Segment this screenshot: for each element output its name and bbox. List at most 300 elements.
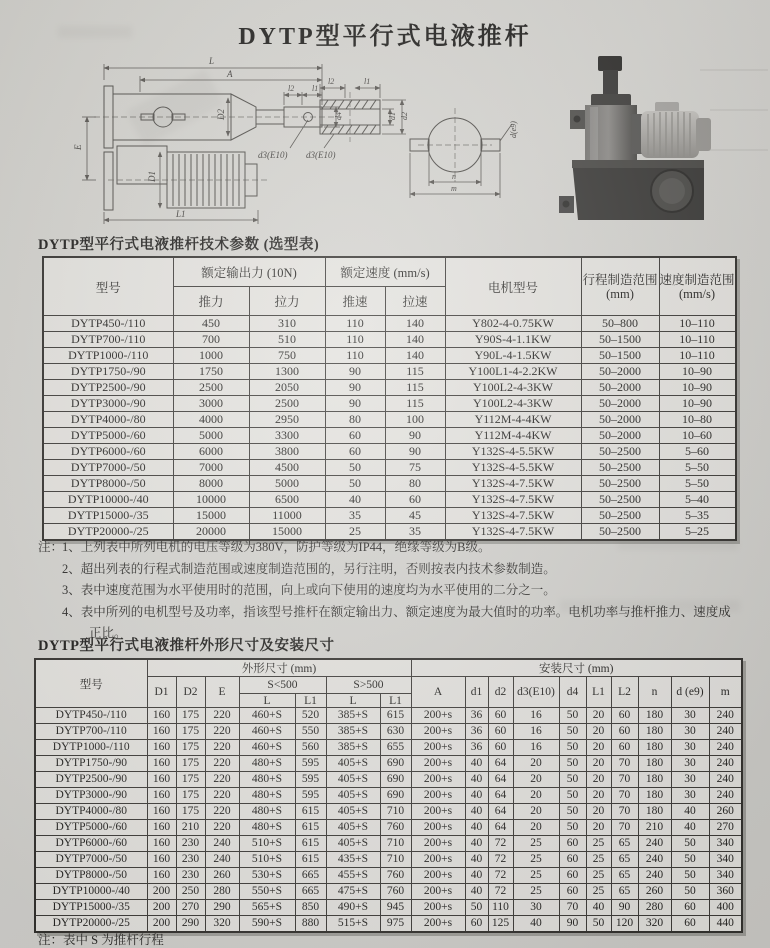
value-cell: 140 <box>385 316 445 332</box>
header-L1-lt: L1 <box>295 694 326 708</box>
value-cell: 50–2500 <box>581 460 659 476</box>
value-cell: 10–60 <box>659 428 736 444</box>
value-cell: 160 <box>147 724 176 740</box>
value-cell: 160 <box>147 868 176 884</box>
header-model: 型号 <box>43 257 173 316</box>
header-push-speed: 推速 <box>325 287 385 316</box>
value-cell: 385+S <box>326 708 380 724</box>
value-cell: 50 <box>559 740 586 756</box>
value-cell: 440 <box>709 916 742 933</box>
value-cell: 240 <box>638 836 671 852</box>
value-cell: 64 <box>488 756 513 772</box>
value-cell: 72 <box>488 836 513 852</box>
dim-label-d2: d2 <box>400 112 409 120</box>
value-cell: 90 <box>325 396 385 412</box>
technical-drawing <box>0 50 770 232</box>
value-cell: 2500 <box>173 380 249 396</box>
value-cell: 595 <box>295 756 326 772</box>
value-cell: 50–2500 <box>581 508 659 524</box>
dimensions-table-header <box>35 659 742 708</box>
value-cell: 180 <box>638 772 671 788</box>
value-cell: 20 <box>513 820 559 836</box>
header-pull-speed: 拉速 <box>385 287 445 316</box>
table-row <box>35 708 742 724</box>
value-cell: 515+S <box>326 916 380 933</box>
footnote: 注：表中 S 为推杆行程 <box>38 933 164 947</box>
header-rated-force: 额定输出力 (10N) <box>173 257 325 287</box>
value-cell: 240 <box>709 772 742 788</box>
value-cell: 40 <box>513 916 559 933</box>
value-cell: 5000 <box>173 428 249 444</box>
header-m: m <box>709 677 742 708</box>
model-cell: DYTP15000-/35 <box>35 900 147 916</box>
value-cell: 710 <box>380 852 411 868</box>
value-cell: 200+s <box>411 836 465 852</box>
table-row <box>35 788 742 804</box>
value-cell: 30 <box>671 708 709 724</box>
model-cell: DYTP700-/110 <box>35 724 147 740</box>
value-cell: 140 <box>385 348 445 364</box>
value-cell: 560 <box>295 740 326 756</box>
value-cell: 760 <box>380 820 411 836</box>
table-row <box>35 772 742 788</box>
value-cell: 450 <box>173 316 249 332</box>
value-cell: 760 <box>380 884 411 900</box>
header-install-group: 安装尺寸 (mm) <box>411 659 742 677</box>
dim-label-m: m <box>451 184 457 193</box>
model-cell: DYTP2500-/90 <box>35 772 147 788</box>
value-cell: 50 <box>325 476 385 492</box>
value-cell: 405+S <box>326 836 380 852</box>
value-cell: 700 <box>173 332 249 348</box>
value-cell: 65 <box>611 884 638 900</box>
value-cell: Y112M-4-4KW <box>445 428 581 444</box>
value-cell: 50 <box>559 772 586 788</box>
header-stroke-range <box>581 257 659 316</box>
value-cell: 25 <box>513 868 559 884</box>
value-cell: 100 <box>385 412 445 428</box>
model-cell: DYTP3000-/90 <box>43 396 173 412</box>
value-cell: 125 <box>488 916 513 933</box>
value-cell: Y132S-4-7.5KW <box>445 476 581 492</box>
header-d4: d4 <box>559 677 586 708</box>
value-cell: 6000 <box>173 444 249 460</box>
value-cell: 115 <box>385 364 445 380</box>
value-cell: 50–800 <box>581 316 659 332</box>
value-cell: 60 <box>488 724 513 740</box>
dim-label-l1-detail: l1 <box>364 77 371 86</box>
side-view-drawing <box>73 56 343 224</box>
value-cell: 5–50 <box>659 476 736 492</box>
value-cell: 550 <box>295 724 326 740</box>
header-push-force: 推力 <box>173 287 249 316</box>
value-cell: 2050 <box>249 380 325 396</box>
value-cell: 70 <box>611 756 638 772</box>
value-cell: 220 <box>205 788 239 804</box>
value-cell: 200+s <box>411 740 465 756</box>
model-cell: DYTP8000-/50 <box>35 868 147 884</box>
value-cell: 30 <box>671 756 709 772</box>
value-cell: 200+s <box>411 884 465 900</box>
value-cell: 110 <box>488 900 513 916</box>
note-item-4: 4、表中所列的电机型号及功率，指该型号推杆在额定输出力、额定速度为最大值时的功率。电机功率与推杆推力、速度成正比。 <box>62 604 731 640</box>
value-cell: 220 <box>205 820 239 836</box>
value-cell: 615 <box>380 708 411 724</box>
value-cell: 40 <box>465 756 488 772</box>
note-item-2: 2、超出列表的行程式制造范围或速度制造范围的，另行注明，否则按表内技术参数制造。 <box>62 561 556 576</box>
value-cell: 80 <box>385 476 445 492</box>
value-cell: 200 <box>147 900 176 916</box>
value-cell: Y100L1-4-2.2KW <box>445 364 581 380</box>
value-cell: 10–90 <box>659 380 736 396</box>
header-speed-range-line1: 速度制造范围 <box>659 272 735 287</box>
dim-label-A: A <box>227 69 233 79</box>
value-cell: 25 <box>513 884 559 900</box>
value-cell: 64 <box>488 804 513 820</box>
value-cell: 210 <box>638 820 671 836</box>
value-cell: 565+S <box>239 900 295 916</box>
value-cell: 3000 <box>173 396 249 412</box>
value-cell: 180 <box>638 788 671 804</box>
value-cell: 510+S <box>239 836 295 852</box>
value-cell: 10–90 <box>659 364 736 380</box>
value-cell: 70 <box>611 772 638 788</box>
value-cell: 320 <box>205 916 239 933</box>
value-cell: 260 <box>709 804 742 820</box>
value-cell: 20 <box>513 756 559 772</box>
value-cell: 8000 <box>173 476 249 492</box>
value-cell: 460+S <box>239 708 295 724</box>
value-cell: 1000 <box>173 348 249 364</box>
table2-heading: DYTP型平行式电液推杆外形尺寸及安装尺寸 <box>38 638 335 654</box>
value-cell: 760 <box>380 868 411 884</box>
value-cell: 50–2000 <box>581 396 659 412</box>
table-row <box>35 740 742 756</box>
value-cell: 655 <box>380 740 411 756</box>
value-cell: Y802-4-0.75KW <box>445 316 581 332</box>
value-cell: 50–2000 <box>581 412 659 428</box>
value-cell: 90 <box>385 428 445 444</box>
value-cell: 16 <box>513 724 559 740</box>
header-A: A <box>411 677 465 708</box>
value-cell: 2950 <box>249 412 325 428</box>
value-cell: 36 <box>465 708 488 724</box>
value-cell: 200+s <box>411 756 465 772</box>
model-cell: DYTP700-/110 <box>43 332 173 348</box>
value-cell: 595 <box>295 788 326 804</box>
value-cell: 240 <box>709 724 742 740</box>
value-cell: 65 <box>611 868 638 884</box>
value-cell: 50–2000 <box>581 428 659 444</box>
dim-label-L: L <box>209 56 215 66</box>
value-cell: 80 <box>325 412 385 428</box>
header-rated-speed: 额定速度 (mm/s) <box>325 257 445 287</box>
model-cell: DYTP450-/110 <box>35 708 147 724</box>
value-cell: 110 <box>325 316 385 332</box>
value-cell: 25 <box>586 852 611 868</box>
value-cell: 30 <box>671 740 709 756</box>
value-cell: 20 <box>513 772 559 788</box>
table-row <box>43 492 736 508</box>
table-row <box>43 348 736 364</box>
value-cell: 220 <box>205 740 239 756</box>
value-cell: 3300 <box>249 428 325 444</box>
value-cell: 290 <box>205 900 239 916</box>
value-cell: 460+S <box>239 740 295 756</box>
value-cell: 1750 <box>173 364 249 380</box>
header-n: n <box>638 677 671 708</box>
value-cell: 590+S <box>239 916 295 933</box>
value-cell: 50–2500 <box>581 524 659 541</box>
value-cell: 16 <box>513 708 559 724</box>
value-cell: Y100L2-4-3KW <box>445 396 581 412</box>
model-cell: DYTP8000-/50 <box>43 476 173 492</box>
dim-label-d1: d1 <box>388 112 397 120</box>
table-row <box>35 836 742 852</box>
value-cell: 175 <box>176 756 205 772</box>
value-cell: 200+s <box>411 868 465 884</box>
dim-label-l1: l1 <box>312 84 319 93</box>
value-cell: 200 <box>147 884 176 900</box>
value-cell: 510+S <box>239 852 295 868</box>
model-cell: DYTP450-/110 <box>43 316 173 332</box>
dim-label-d4: d4 <box>334 112 343 120</box>
model-cell: DYTP5000-/60 <box>43 428 173 444</box>
page-title: DYTP型平行式电液推杆 <box>238 24 532 50</box>
value-cell: 30 <box>513 900 559 916</box>
value-cell: Y132S-4-7.5KW <box>445 492 581 508</box>
value-cell: 20 <box>586 756 611 772</box>
value-cell: 975 <box>380 916 411 933</box>
value-cell: 290 <box>176 916 205 933</box>
model-cell: DYTP4000-/80 <box>43 412 173 428</box>
value-cell: 260 <box>205 868 239 884</box>
value-cell: 40 <box>465 836 488 852</box>
value-cell: 40 <box>465 772 488 788</box>
value-cell: 160 <box>147 708 176 724</box>
value-cell: 72 <box>488 852 513 868</box>
value-cell: 710 <box>380 804 411 820</box>
value-cell: Y132S-4-7.5KW <box>445 524 581 541</box>
value-cell: 5–40 <box>659 492 736 508</box>
value-cell: 230 <box>176 852 205 868</box>
value-cell: 5000 <box>249 476 325 492</box>
header-de9: d (e9) <box>671 677 709 708</box>
value-cell: Y100L2-4-3KW <box>445 380 581 396</box>
value-cell: 200 <box>147 916 176 933</box>
model-cell: DYTP6000-/60 <box>35 836 147 852</box>
value-cell: 20 <box>586 724 611 740</box>
dim-label-D1: D1 <box>147 171 157 182</box>
value-cell: Y132S-4-5.5KW <box>445 460 581 476</box>
table-row <box>35 756 742 772</box>
notes-label: 注： <box>38 540 64 554</box>
value-cell: 160 <box>147 820 176 836</box>
value-cell: 40 <box>465 788 488 804</box>
header-L1-install: L1 <box>586 677 611 708</box>
note-item-1: 1、上列表中所列电机的电压等级为380V，防护等级为IP44，绝缘等级为B级。 <box>62 540 491 554</box>
model-cell: DYTP20000-/25 <box>35 916 147 933</box>
value-cell: 20 <box>513 788 559 804</box>
value-cell: 240 <box>638 868 671 884</box>
header-stroke-range-line1: 行程制造范围 <box>582 272 658 287</box>
value-cell: 160 <box>147 772 176 788</box>
model-cell: DYTP20000-/25 <box>43 524 173 541</box>
value-cell: 385+S <box>326 724 380 740</box>
value-cell: 45 <box>385 508 445 524</box>
value-cell: 35 <box>385 524 445 541</box>
table-row <box>35 820 742 836</box>
value-cell: 615 <box>295 820 326 836</box>
value-cell: 630 <box>380 724 411 740</box>
value-cell: 50–2500 <box>581 476 659 492</box>
value-cell: 10000 <box>173 492 249 508</box>
value-cell: 60 <box>325 428 385 444</box>
value-cell: 40 <box>465 868 488 884</box>
value-cell: 60 <box>559 852 586 868</box>
model-cell: DYTP5000-/60 <box>35 820 147 836</box>
value-cell: 60 <box>488 708 513 724</box>
bushing-detail-drawing <box>306 77 409 160</box>
value-cell: 20 <box>586 820 611 836</box>
value-cell: 175 <box>176 724 205 740</box>
value-cell: 70 <box>559 900 586 916</box>
table1-heading: DYTP型平行式电液推杆技术参数 (选型表) <box>38 237 320 253</box>
value-cell: 20 <box>513 804 559 820</box>
value-cell: 90 <box>559 916 586 933</box>
value-cell: 40 <box>671 804 709 820</box>
value-cell: 385+S <box>326 740 380 756</box>
value-cell: 115 <box>385 396 445 412</box>
value-cell: 20 <box>586 772 611 788</box>
value-cell: 280 <box>205 884 239 900</box>
value-cell: 480+S <box>239 804 295 820</box>
value-cell: 40 <box>325 492 385 508</box>
model-cell: DYTP6000-/60 <box>43 444 173 460</box>
value-cell: 455+S <box>326 868 380 884</box>
header-speed-range <box>659 257 736 316</box>
dim-label-l2-detail: l2 <box>328 77 335 86</box>
model-cell: DYTP1000-/110 <box>43 348 173 364</box>
value-cell: 175 <box>176 804 205 820</box>
value-cell: 200+s <box>411 724 465 740</box>
header-L1-gt: L1 <box>380 694 411 708</box>
value-cell: 25 <box>325 524 385 541</box>
value-cell: 160 <box>147 740 176 756</box>
value-cell: 510 <box>249 332 325 348</box>
value-cell: 220 <box>205 756 239 772</box>
value-cell: 10–90 <box>659 396 736 412</box>
header-E: E <box>205 677 239 708</box>
model-cell: DYTP1750-/90 <box>35 756 147 772</box>
value-cell: 240 <box>709 708 742 724</box>
value-cell: 4500 <box>249 460 325 476</box>
value-cell: 280 <box>638 900 671 916</box>
dimensions-table-body <box>35 708 742 933</box>
value-cell: 160 <box>147 756 176 772</box>
value-cell: 50 <box>559 708 586 724</box>
value-cell: 180 <box>638 740 671 756</box>
dim-label-n: n <box>452 172 456 181</box>
value-cell: 110 <box>325 348 385 364</box>
value-cell: 595 <box>295 772 326 788</box>
value-cell: 25 <box>586 868 611 884</box>
value-cell: 200+s <box>411 788 465 804</box>
dim-label-D2: D2 <box>216 109 226 120</box>
table-row <box>35 884 742 900</box>
value-cell: 60 <box>488 740 513 756</box>
value-cell: 240 <box>205 836 239 852</box>
table-row <box>43 428 736 444</box>
value-cell: 40 <box>586 900 611 916</box>
value-cell: 90 <box>325 364 385 380</box>
dim-label-l2: l2 <box>288 84 295 93</box>
value-cell: 160 <box>147 836 176 852</box>
value-cell: 270 <box>176 900 205 916</box>
value-cell: 30 <box>671 724 709 740</box>
note-item-3: 3、表中速度范围为水平使用时的范围，向上或向下使用的速度均为水平使用的二分之一。 <box>62 583 556 597</box>
value-cell: 360 <box>709 884 742 900</box>
value-cell: 460+S <box>239 724 295 740</box>
value-cell: 200+s <box>411 900 465 916</box>
table-row <box>43 444 736 460</box>
value-cell: 50–2500 <box>581 492 659 508</box>
value-cell: 180 <box>638 724 671 740</box>
value-cell: 480+S <box>239 820 295 836</box>
header-s-lt-500: S<500 <box>239 677 326 694</box>
value-cell: 615 <box>295 804 326 820</box>
value-cell: 50 <box>559 820 586 836</box>
table-row <box>35 852 742 868</box>
value-cell: 60 <box>385 492 445 508</box>
header-d3: d3(E10) <box>513 677 559 708</box>
value-cell: 70 <box>611 820 638 836</box>
table-row <box>43 364 736 380</box>
value-cell: 405+S <box>326 820 380 836</box>
header-L-lt: L <box>239 694 295 708</box>
value-cell: 3800 <box>249 444 325 460</box>
value-cell: 50 <box>465 900 488 916</box>
value-cell: Y112M-4-4KW <box>445 412 581 428</box>
value-cell: 50 <box>559 788 586 804</box>
model-cell: DYTP7000-/50 <box>43 460 173 476</box>
table-row <box>35 724 742 740</box>
value-cell: 65 <box>611 836 638 852</box>
value-cell: 175 <box>176 772 205 788</box>
value-cell: 405+S <box>326 772 380 788</box>
model-cell: DYTP10000-/40 <box>43 492 173 508</box>
table-row <box>35 868 742 884</box>
model-cell: DYTP4000-/80 <box>35 804 147 820</box>
value-cell: 50–2000 <box>581 380 659 396</box>
value-cell: 240 <box>709 740 742 756</box>
value-cell: 90 <box>385 444 445 460</box>
value-cell: 200+s <box>411 772 465 788</box>
value-cell: 240 <box>638 852 671 868</box>
value-cell: 60 <box>611 724 638 740</box>
table-row <box>43 380 736 396</box>
value-cell: 25 <box>513 852 559 868</box>
header-D1: D1 <box>147 677 176 708</box>
value-cell: 270 <box>709 820 742 836</box>
value-cell: 200+s <box>411 804 465 820</box>
table-row <box>43 476 736 492</box>
value-cell: 340 <box>709 868 742 884</box>
value-cell: 25 <box>586 836 611 852</box>
value-cell: 30 <box>671 772 709 788</box>
value-cell: Y132S-4-7.5KW <box>445 508 581 524</box>
value-cell: 72 <box>488 868 513 884</box>
